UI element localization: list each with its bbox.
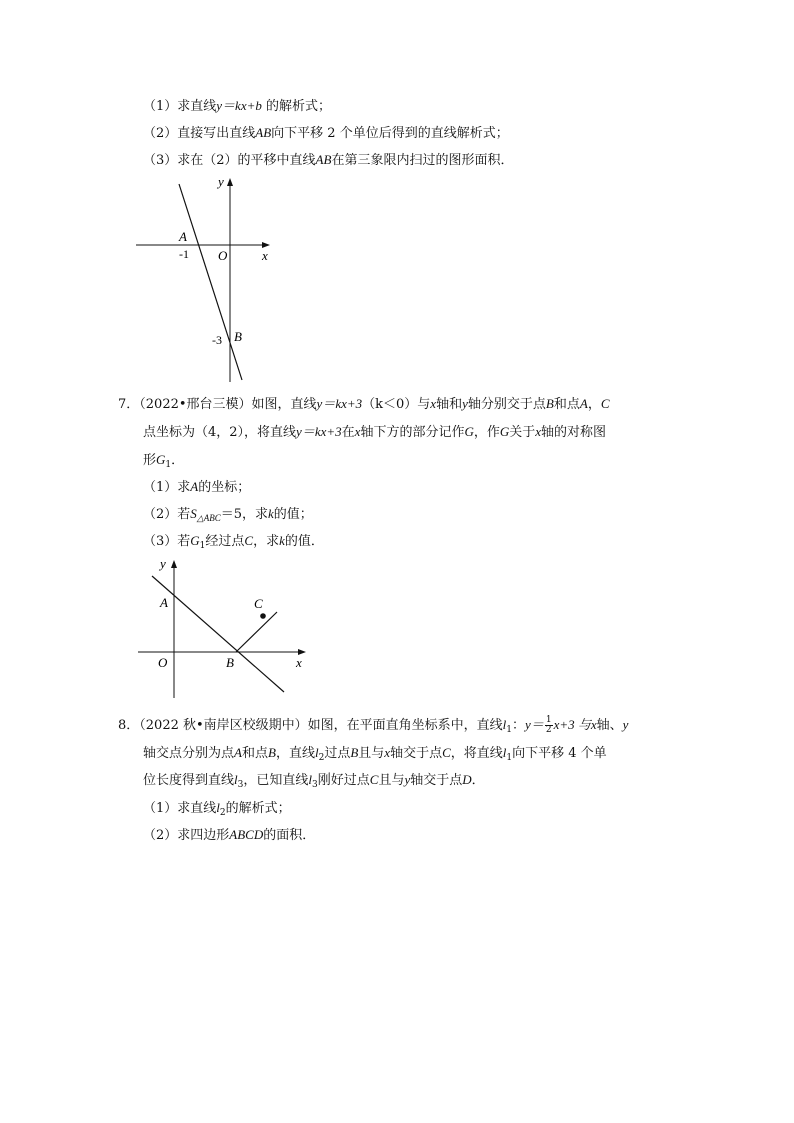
label-x: x	[262, 248, 268, 263]
point-c	[260, 613, 266, 619]
label-neg1: -1	[179, 247, 189, 261]
line-ab	[152, 576, 284, 692]
problem7-stem-line1: 7．（2022•邢台三模）如图，直线y＝kx+3（k＜0）与x轴和y轴分别交于点B和点A，C	[118, 396, 610, 412]
label-o: O	[158, 655, 168, 670]
label-y: y	[160, 556, 166, 571]
label-y: y	[218, 174, 224, 189]
problem8-stem-line1: 8．（2022 秋•南岸区校级期中）如图，在平面直角坐标系中，直线$l_1$：y＝ $\frac{1}{2}$ x+3 与x轴、y	[118, 715, 629, 735]
problem6-q1: （1）求直线y＝kx+b 的解析式；	[143, 98, 332, 114]
label-a: A	[160, 595, 168, 610]
label-c: C	[254, 596, 263, 611]
problem7-stem-line2: 点坐标为（4，2），将直线y＝kx+3在x轴下方的部分记作G，作G关于x轴的对称图	[143, 424, 607, 440]
label-b: B	[234, 329, 242, 344]
y-axis-arrow-icon	[171, 560, 177, 568]
line-ab	[179, 184, 242, 380]
problem7-figure	[130, 556, 315, 701]
label-x: x	[296, 655, 302, 670]
problem8-q1: （1）求直线$l_2$的解析式；	[143, 800, 291, 818]
problem6-q2: （2）直接写出直线AB向下平移 2 个单位后得到的直线解析式；	[143, 125, 509, 141]
problem7-q1: （1）求A的坐标；	[143, 479, 251, 495]
problem6-q3: （3）求在（2）的平移中直线AB在第三象限内扫过的图形面积．	[143, 152, 514, 168]
reflected-line-g1	[236, 612, 277, 652]
problem7-stem-line3: 形$G_1$．	[143, 452, 185, 470]
problem7-q3: （3）若$G_1$经过点C，求k的值．	[143, 533, 324, 551]
problem8-stem-line3: 位长度得到直线$l_3$，已知直线$l_3$刚好过点C且与y轴交于点D．	[143, 772, 485, 790]
problem8-q2: （2）求四边形ABCD的面积．	[143, 827, 316, 843]
label-neg3: -3	[212, 333, 222, 347]
y-axis-arrow-icon	[227, 178, 233, 186]
label-b: B	[226, 655, 234, 670]
fraction-one-half: $\frac{1}{2}$	[545, 715, 552, 735]
label-a: A	[179, 229, 187, 244]
problem8-stem-line2: 轴交点分别为点A和点B，直线$l_2$过点B且与x轴交于点C，将直线$l_1$向下平移 4 个单	[143, 745, 607, 763]
problem6-figure	[130, 172, 280, 387]
problem7-q2: （2）若$S_{\triangle ABC}=5$，求k的值；	[143, 506, 313, 523]
label-o: O	[218, 248, 228, 263]
